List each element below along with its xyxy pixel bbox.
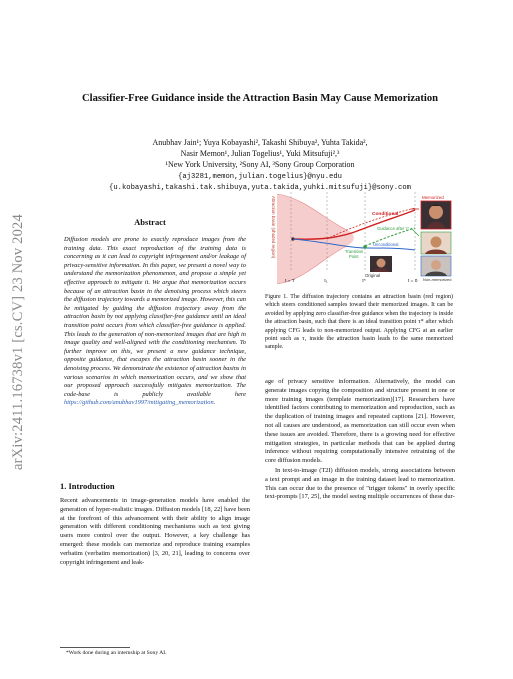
section-heading-introduction: 1. Introduction	[60, 481, 115, 491]
label-guidance-after: Guidance after τ*	[377, 226, 409, 231]
figure-1-caption: Figure 1. The diffusion trajectory contains an attraction basin (red region) which steers conditioned samples toward their memorized images. It can be avoided by applying zero classifier-free guidance when the trajectory is inside the attraction basin, such that there is an ideal transition point τ* after which applying CFG leads to non-memorized output. Applying CFG at an earlier point such as τ₁ inside the attraction basin leads to the same memorized sample.	[265, 294, 453, 351]
transition-point	[363, 245, 367, 249]
authors-line-2: Nasir Memon¹, Julian Togelius¹, Yuki Mitsufuji²,³	[180, 149, 340, 158]
right-paragraph-2: In text-to-image (T2I) diffusion models, strong associations between a text prompt and an image in the training dataset lead to memorization. This can occur due to the presence of "trigger tokens" in overly specific text-prompts [17, 25], the model seeing multiple occurrences of these dur-	[265, 466, 455, 501]
figure-1	[265, 190, 455, 287]
footnote: *Work done during an internship at Sony AI.	[66, 650, 167, 656]
email-line-1: {aj3281,memon,julian.togelius}@nyu.edu	[178, 173, 342, 181]
tick-tau-star: τ*	[362, 279, 366, 284]
right-paragraph-1: age of privacy sensitive information. Alternatively, the model can generate images copying the composition and structure present in one or more training images (template memorization)[17]. Researchers have identified factors contributing to memorization and reproduction, such as the duplication of training images and repeated captions [21]. However, not all causes are understood, as memorization can still occur even when these issues are avoided. Therefore, there is a growing need for effective mitigation strategies, in particular methods that can be applied during inference without requiring computationally intensive retraining of the core diffusion models.	[265, 378, 455, 465]
label-transition: Transition	[345, 249, 364, 254]
figure-ylabel: Attraction basin (shaded region)	[271, 196, 276, 259]
label-memorized: Memorized	[422, 195, 444, 200]
tick-t-0: t = 0	[408, 279, 418, 284]
label-original: Original	[365, 273, 381, 278]
code-link[interactable]: https://github.com/anubhav1997/mitigating_memorization	[64, 399, 214, 407]
authors-line-1: Anubhav Jain¹; Yuya Kobayashi², Takashi Shibuya², Yuhta Takida²,	[152, 138, 368, 147]
tick-tau1: τ₁	[324, 279, 328, 284]
tick-t-T: t = T	[285, 279, 295, 284]
footnote-divider	[60, 647, 130, 648]
abstract-body: Diffusion models are prone to exactly reproduce images from the training data. This exact reproduction of the training data is concerning as it can lead to copyright infringement and/or leakage of privacy-sensitive information. In this paper, we present a novel way to understand the memorization phenomenon, and propose a simple yet effective approach to mitigate it. We argue that memorization occurs because of an attraction basin in the denoising process which steers the diffusion trajectory towards a memorized image. However, this can be mitigated by guiding the diffusion trajectory away from the attraction basin by not applying classifier-free guidance until an ideal transition point occurs from which classifier-free guidance is applied. This leads to the generation of non-memorized images that are high in image quality and well-aligned with the conditioning mechanism. To further improve on this, we present a new guidance technique, opposite guidance, that escapes the attraction basin sooner in the denoising process. We demonstrate the existence of attraction basins in various scenarios in which memorization occurs, and we show that our proposed approach successfully mitigates memorization. The code-base is publicly available here https://github.com/anubhav1997/mitigating_memorization.	[64, 236, 246, 407]
intro-paragraph: Recent advancements in image-generation models have enabled the generation of hyper-realistic images. Diffusion models [18, 22] have been at the forefront of this advancement with their ability to align image generation with different conditioning mechanisms such as text giving users more control over the output. However, a key challenge has emerged: these models can memorize and reproduce training examples verbatim (verbatim memorization) [3, 20, 21], leading to concerns over copyright infringement and leak-	[60, 497, 250, 566]
non-memorized-image-2	[421, 256, 451, 276]
abstract-heading: Abstract	[134, 217, 166, 227]
paper-title: Classifier-Free Guidance inside the Attraction Basin May Cause Memorization	[81, 93, 439, 104]
affiliations: ¹New York University, ²Sony AI, ³Sony Group Corporation	[165, 160, 355, 169]
original-image	[370, 256, 392, 272]
figure-1-diagram	[265, 190, 455, 287]
arxiv-identifier: arXiv:2411.16738v1 [cs.CV] 23 Nov 2024	[10, 214, 26, 470]
non-memorized-image-1	[421, 232, 451, 254]
email-line-2: {u.kobayashi,takashi.tak.shibuya,yuta.takida,yuhki.mitsufuji}@sony.com	[109, 184, 411, 192]
label-unconditional: Unconditional	[373, 242, 399, 247]
memorized-image	[421, 201, 451, 229]
label-non-memorized: Non-memorized	[423, 277, 452, 282]
label-point: Point	[349, 254, 359, 259]
right-column-text	[265, 378, 455, 502]
label-conditional: Conditional	[372, 212, 399, 217]
abstract-text: Diffusion models are prone to exactly reproduce images from the training data. This exact reproduction of the training data is concerning as it can lead to copyright infringement and/or leakage of privacy-sensitive information. In this paper, we present a novel way to understand the memorization phenomenon, and propose a simple yet effective approach to mitigate it. We argue that memorization occurs because of an attraction basin in the denoising process which steers the diffusion trajectory towards a memorized image. However, this can be mitigated by guiding the diffusion trajectory away from the attraction basin by not applying classifier-free guidance until an ideal transition point occurs from which classifier-free guidance is applied. This leads to the generation of non-memorized images that are high in image quality and well-aligned with the conditioning mechanism. To further improve on this, we present a new guidance technique, opposite guidance, that escapes the attraction basin sooner in the denoising process. We demonstrate the existence of attraction basins in various scenarios in which memorization occurs, and we show that our proposed approach successfully mitigates memorization. The code-base is publicly available here	[64, 236, 246, 398]
